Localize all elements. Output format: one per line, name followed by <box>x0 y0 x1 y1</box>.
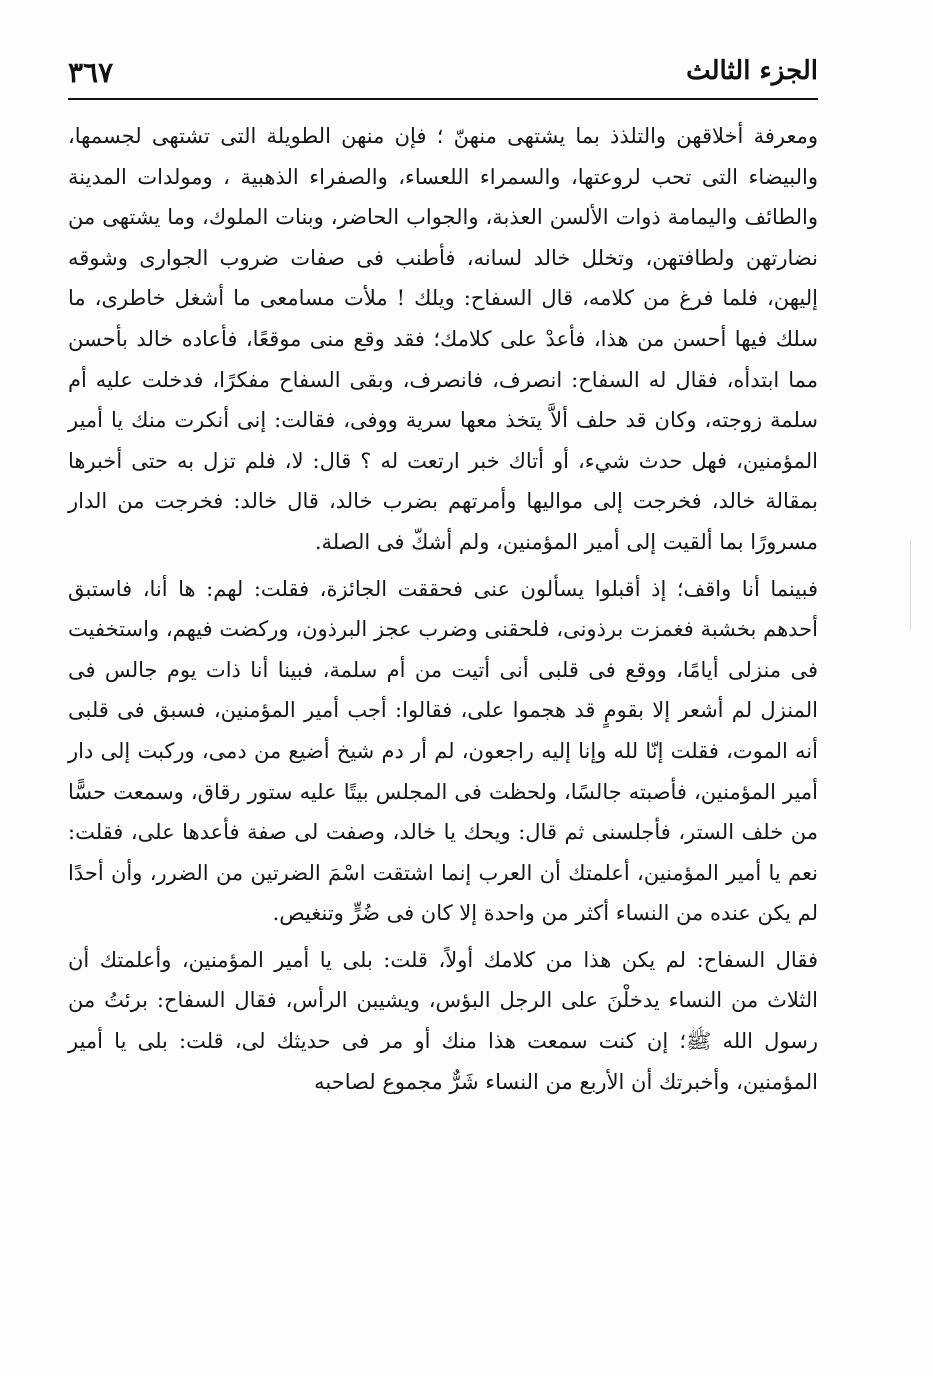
paragraph-1: ومعرفة أخلاقهن والتلذذ بما يشتهى منهنّ ؛ فإن منهن الطويلة التى تشتهى لجسمها، والبيضاء التى تحب لروعتها، والسمراء اللعساء، والصفراء الذهبية ، ومولدات المدينة والطائف واليمامة ذوات الألسن العذبة، والجواب الحاضر، وبنات الملوك، وما يشتهى من نضارتهن ولطافتهن، وتخلل خالد لسانه، فأطنب فى صفات ضروب الجوارى وشوقه إليهن، فلما فرغ من كلامه، قال السفاح: ويلك ! ملأت مسامعى ما أشغل خاطرى، ما سلك فيها أحسن من هذا، فأعدْ على كلامك؛ فقد وقع منى موقعًا، فأعاده خالد بأحسن مما ابتدأه، فقال له السفاح: انصرف، فانصرف، وبقى السفاح مفكرًا، فدخلت عليه أم سلمة زوجته، وكان قد حلف ألاَّ يتخذ معها سرية ووفى، فقالت: إنى أنكرت منك يا أمير المؤمنين، فهل حدث شيء، أو أتاك خبر ارتعت له ؟ قال: لا، فلم تزل به حتى أخبرها بمقالة خالد، فخرجت إلى مواليها وأمرتهم بضرب خالد، قال خالد: فخرجت من الدار مسرورًا بما ألقيت إلى أمير المؤمنين، ولم أشكّ فى الصلة. <box>68 124 818 554</box>
book-part-title: الجزء الثالث <box>686 56 818 86</box>
page-number: ٣٦٧ <box>68 56 114 89</box>
paragraph-2: فبينما أنا واقف؛ إذ أقبلوا يسألون عنى فحققت الجائزة، فقلت: لهم: ها أنا، فاستبق أحدهم بخشبة فغمزت برذونى، فلحقنى وضرب عجز البرذون، وركضت فيهم، واستخفيت فى منزلى أيامًا، ووقع فى قلبى أنى أتيت من أم سلمة، فبينا أنا ذات يوم جالس فى المنزل لم أشعر إلا بقومٍ قد هجموا على، فقالوا: أجب أمير المؤمنين، فسبق فى قلبى أنه الموت، فقلت إنّا لله وإنا إليه راجعون، لم أر دم شيخ أضيع من دمى، وركبت إلى دار أمير المؤمنين، فأصبته جالسًا، ولحظت فى المجلس بيتًا عليه ستور رقاق، وسمعت حسًّا من خلف الستر، فأجلسنى ثم قال: ويحك يا خالد، وصفت لى صفة فأعدها على، فقلت: نعم يا أمير المؤمنين، أعلمتك أن العرب إنما اشتقت اسْمَ الضرتين من الضرر، وأن أحدًا لم يكن عنده من النساء أكثر من واحدة إلا كان فى ضُرٍّ وتنغيص. <box>68 576 818 926</box>
paragraph-3: فقال السفاح: لم يكن هذا من كلامك أولاً، قلت: بلى يا أمير المؤمنين، وأعلمتك أن الثلاث من النساء يدخلْنَ على الرجل البؤس، ويشيبن الرأس، فقال السفاح: برئتُ من رسول الله ﷺ؛ إن كنت سمعت هذا منك أو مر فى حديثك لى، قلت: بلى يا أمير المؤمنين، وأخبرتك أن الأربع من النساء شَرٌّ مجموع لصاحبه <box>68 947 818 1094</box>
body-text <box>68 116 818 1108</box>
header-divider <box>68 98 818 100</box>
page-header <box>68 52 818 96</box>
scan-margin-mark <box>910 540 911 630</box>
